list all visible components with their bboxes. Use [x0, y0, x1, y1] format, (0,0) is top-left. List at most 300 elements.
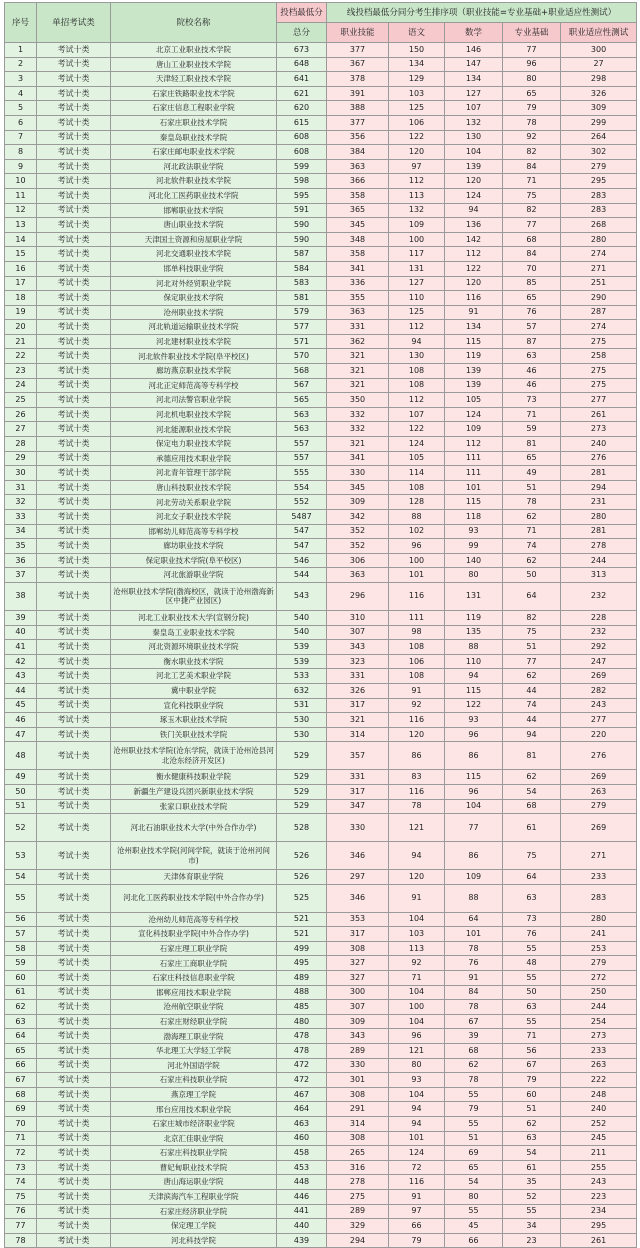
cell-math: 51: [445, 1131, 503, 1146]
cell-skill: 308: [327, 1087, 389, 1102]
cell-basics: 56: [503, 1044, 561, 1059]
cell-math: 112: [445, 247, 503, 262]
header-seq: 序号: [5, 3, 37, 43]
cell-basics: 79: [503, 101, 561, 116]
cell-skill: 366: [327, 174, 389, 189]
cell-seq: 77: [5, 1219, 37, 1234]
cell-chinese: 79: [389, 1233, 445, 1248]
cell-total: 583: [277, 276, 327, 291]
table-row: [5, 466, 637, 481]
cell-school: 石家庄职业技术学院: [111, 115, 277, 130]
cell-skill: 330: [327, 1058, 389, 1073]
cell-math: 130: [445, 130, 503, 145]
table-row: [5, 1044, 637, 1059]
cell-math: 39: [445, 1029, 503, 1044]
table-row: [5, 1189, 637, 1204]
cell-chinese: 94: [389, 842, 445, 870]
cell-math: 94: [445, 203, 503, 218]
cell-school: 邯郸职业技术学院: [111, 203, 277, 218]
header-skill: 职业技能: [327, 23, 389, 43]
cell-math: 91: [445, 305, 503, 320]
cell-math: 96: [445, 727, 503, 742]
cell-seq: 66: [5, 1058, 37, 1073]
cell-category: 考试十类: [37, 1000, 111, 1015]
cell-school: 河北对外经贸职业学院: [111, 276, 277, 291]
cell-skill: 384: [327, 145, 389, 160]
cell-seq: 75: [5, 1189, 37, 1204]
cell-skill: 352: [327, 524, 389, 539]
cell-basics: 52: [503, 1189, 561, 1204]
cell-math: 139: [445, 364, 503, 379]
cell-category: 考试十类: [37, 1073, 111, 1088]
cell-math: 104: [445, 145, 503, 160]
cell-seq: 6: [5, 115, 37, 130]
table-row: [5, 334, 637, 349]
cell-aptitude: 279: [561, 159, 637, 174]
cell-skill: 314: [327, 727, 389, 742]
cell-aptitude: 295: [561, 1219, 637, 1234]
cell-math: 111: [445, 451, 503, 466]
cell-aptitude: 248: [561, 1087, 637, 1102]
cell-skill: 321: [327, 349, 389, 364]
cell-chinese: 108: [389, 480, 445, 495]
cell-total: 621: [277, 86, 327, 101]
cell-seq: 60: [5, 971, 37, 986]
cell-skill: 278: [327, 1175, 389, 1190]
cell-aptitude: 244: [561, 553, 637, 568]
cell-chinese: 113: [389, 941, 445, 956]
cell-skill: 347: [327, 799, 389, 814]
table-row: [5, 799, 637, 814]
cell-category: 考试十类: [37, 870, 111, 885]
cell-total: 539: [277, 654, 327, 669]
cell-seq: 40: [5, 625, 37, 640]
cell-school: 天津国土资源和房屋职业学院: [111, 232, 277, 247]
table-row: [5, 232, 637, 247]
cell-aptitude: 274: [561, 247, 637, 262]
table-row: [5, 625, 637, 640]
cell-math: 127: [445, 86, 503, 101]
cell-category: 考试十类: [37, 842, 111, 870]
cell-aptitude: 233: [561, 1044, 637, 1059]
cell-skill: 275: [327, 1189, 389, 1204]
cell-math: 55: [445, 1087, 503, 1102]
cell-chinese: 111: [389, 610, 445, 625]
cell-aptitude: 300: [561, 43, 637, 58]
cell-seq: 63: [5, 1014, 37, 1029]
cell-school: 河北软件职业技术学院(阜平校区): [111, 349, 277, 364]
cell-school: 河北旅游职业学院: [111, 568, 277, 583]
cell-aptitude: 283: [561, 188, 637, 203]
cell-basics: 61: [503, 814, 561, 842]
table-row: [5, 770, 637, 785]
cell-seq: 34: [5, 524, 37, 539]
cell-total: 577: [277, 320, 327, 335]
cell-aptitude: 255: [561, 1160, 637, 1175]
cell-skill: 346: [327, 884, 389, 912]
cell-seq: 15: [5, 247, 37, 262]
cell-total: 552: [277, 495, 327, 510]
cell-basics: 51: [503, 1102, 561, 1117]
cell-skill: 326: [327, 683, 389, 698]
cell-basics: 87: [503, 334, 561, 349]
cell-math: 132: [445, 115, 503, 130]
cell-skill: 348: [327, 232, 389, 247]
cell-skill: 341: [327, 451, 389, 466]
cell-chinese: 124: [389, 1146, 445, 1161]
cell-basics: 75: [503, 842, 561, 870]
cell-chinese: 109: [389, 218, 445, 233]
cell-school: 新疆生产建设兵团兴新职业技术学院: [111, 784, 277, 799]
cell-chinese: 104: [389, 985, 445, 1000]
cell-school: 石家庄财经职业学院: [111, 1014, 277, 1029]
cell-seq: 58: [5, 941, 37, 956]
cell-category: 考试十类: [37, 1014, 111, 1029]
cell-category: 考试十类: [37, 1233, 111, 1248]
cell-school: 河北工艺美术职业学院: [111, 669, 277, 684]
cell-skill: 355: [327, 291, 389, 306]
cell-skill: 378: [327, 72, 389, 87]
cell-total: 488: [277, 985, 327, 1000]
table-row: [5, 247, 637, 262]
cell-math: 67: [445, 1014, 503, 1029]
cell-skill: 363: [327, 568, 389, 583]
cell-math: 62: [445, 1058, 503, 1073]
cell-chinese: 108: [389, 669, 445, 684]
cell-category: 考试十类: [37, 1058, 111, 1073]
cell-aptitude: 211: [561, 1146, 637, 1161]
cell-category: 考试十类: [37, 334, 111, 349]
cell-basics: 63: [503, 1000, 561, 1015]
cell-aptitude: 272: [561, 971, 637, 986]
table-row: [5, 57, 637, 72]
cell-category: 考试十类: [37, 393, 111, 408]
cell-category: 考试十类: [37, 1044, 111, 1059]
table-row: [5, 654, 637, 669]
cell-category: 考试十类: [37, 115, 111, 130]
cell-total: 608: [277, 145, 327, 160]
cell-school: 河北女子职业技术学院: [111, 510, 277, 525]
cell-total: 526: [277, 870, 327, 885]
cell-math: 91: [445, 971, 503, 986]
cell-math: 93: [445, 524, 503, 539]
cell-skill: 362: [327, 334, 389, 349]
cell-skill: 289: [327, 1044, 389, 1059]
table-row: [5, 683, 637, 698]
cell-school: 衡水健康科技职业学院: [111, 770, 277, 785]
table-row: [5, 188, 637, 203]
cell-category: 考试十类: [37, 378, 111, 393]
cell-skill: 301: [327, 1073, 389, 1088]
table-row: [5, 159, 637, 174]
cell-skill: 346: [327, 842, 389, 870]
cell-skill: 321: [327, 364, 389, 379]
table-row: [5, 1000, 637, 1015]
cell-total: 480: [277, 1014, 327, 1029]
cell-chinese: 112: [389, 174, 445, 189]
cell-seq: 39: [5, 610, 37, 625]
cell-category: 考试十类: [37, 1189, 111, 1204]
cell-chinese: 97: [389, 1204, 445, 1219]
cell-chinese: 100: [389, 553, 445, 568]
cell-skill: 377: [327, 43, 389, 58]
table-row: [5, 884, 637, 912]
cell-aptitude: 292: [561, 640, 637, 655]
cell-seq: 76: [5, 1204, 37, 1219]
table-row: [5, 1014, 637, 1029]
cell-basics: 62: [503, 553, 561, 568]
cell-basics: 85: [503, 276, 561, 291]
cell-total: 540: [277, 625, 327, 640]
cell-aptitude: 251: [561, 276, 637, 291]
table-row: [5, 941, 637, 956]
cell-category: 考试十类: [37, 927, 111, 942]
cell-aptitude: 280: [561, 912, 637, 927]
cell-chinese: 106: [389, 115, 445, 130]
cell-total: 472: [277, 1058, 327, 1073]
cell-aptitude: 295: [561, 174, 637, 189]
cell-skill: 330: [327, 466, 389, 481]
cell-chinese: 106: [389, 654, 445, 669]
cell-skill: 331: [327, 770, 389, 785]
cell-skill: 350: [327, 393, 389, 408]
cell-chinese: 94: [389, 1117, 445, 1132]
cell-aptitude: 273: [561, 1029, 637, 1044]
table-row: [5, 539, 637, 554]
cell-aptitude: 279: [561, 956, 637, 971]
table-row: [5, 669, 637, 684]
cell-chinese: 94: [389, 1102, 445, 1117]
table-row: [5, 927, 637, 942]
cell-school: 沧州航空职业学院: [111, 1000, 277, 1015]
cell-seq: 45: [5, 698, 37, 713]
cell-basics: 78: [503, 495, 561, 510]
cell-school: 河北软件职业技术学院: [111, 174, 277, 189]
cell-basics: 81: [503, 742, 561, 770]
cell-school: 河北建材职业技术学院: [111, 334, 277, 349]
cell-basics: 96: [503, 57, 561, 72]
cell-total: 565: [277, 393, 327, 408]
cell-skill: 377: [327, 115, 389, 130]
cell-school: 保定职业技术学院: [111, 291, 277, 306]
cell-basics: 63: [503, 349, 561, 364]
table-row: [5, 378, 637, 393]
cell-chinese: 100: [389, 1000, 445, 1015]
cell-basics: 35: [503, 1175, 561, 1190]
cell-aptitude: 274: [561, 320, 637, 335]
cell-math: 134: [445, 72, 503, 87]
cell-math: 80: [445, 1189, 503, 1204]
cell-seq: 72: [5, 1146, 37, 1161]
cell-basics: 82: [503, 203, 561, 218]
cell-school: 河北化工医药职业技术学院(中外合作办学): [111, 884, 277, 912]
table-row: [5, 985, 637, 1000]
cell-skill: 345: [327, 218, 389, 233]
cell-aptitude: 252: [561, 1117, 637, 1132]
cell-skill: 317: [327, 927, 389, 942]
cell-total: 528: [277, 814, 327, 842]
cell-math: 120: [445, 174, 503, 189]
cell-aptitude: 247: [561, 654, 637, 669]
cell-category: 考试十类: [37, 524, 111, 539]
cell-math: 122: [445, 261, 503, 276]
cell-seq: 1: [5, 43, 37, 58]
cell-basics: 54: [503, 784, 561, 799]
cell-skill: 316: [327, 1160, 389, 1175]
cell-school: 秦皇岛工业职业技术学院: [111, 625, 277, 640]
cell-math: 139: [445, 159, 503, 174]
cell-school: 河北化工医药职业技术学院: [111, 188, 277, 203]
cell-basics: 79: [503, 1073, 561, 1088]
cell-math: 86: [445, 842, 503, 870]
cell-total: 440: [277, 1219, 327, 1234]
cell-chinese: 121: [389, 1044, 445, 1059]
cell-math: 66: [445, 1233, 503, 1248]
cell-category: 考试十类: [37, 480, 111, 495]
cell-basics: 63: [503, 884, 561, 912]
cell-skill: 331: [327, 320, 389, 335]
cell-category: 考试十类: [37, 669, 111, 684]
cell-math: 64: [445, 912, 503, 927]
cell-chinese: 71: [389, 971, 445, 986]
cell-aptitude: 254: [561, 1014, 637, 1029]
cell-chinese: 110: [389, 291, 445, 306]
cell-category: 考试十类: [37, 1219, 111, 1234]
cell-aptitude: 283: [561, 203, 637, 218]
cell-school: 河北政法职业学院: [111, 159, 277, 174]
cell-chinese: 72: [389, 1160, 445, 1175]
cell-seq: 64: [5, 1029, 37, 1044]
cell-school: 河北资源环境职业技术学院: [111, 640, 277, 655]
cell-total: 554: [277, 480, 327, 495]
cell-math: 77: [445, 814, 503, 842]
cell-seq: 8: [5, 145, 37, 160]
cell-seq: 5: [5, 101, 37, 116]
cell-seq: 70: [5, 1117, 37, 1132]
cell-basics: 77: [503, 43, 561, 58]
cell-total: 590: [277, 218, 327, 233]
cell-seq: 33: [5, 510, 37, 525]
cell-school: 石家庄科技职业学院: [111, 1146, 277, 1161]
cell-skill: 309: [327, 495, 389, 510]
table-row: [5, 1029, 637, 1044]
cell-category: 考试十类: [37, 101, 111, 116]
cell-aptitude: 326: [561, 86, 637, 101]
cell-school: 唐山海运职业学院: [111, 1175, 277, 1190]
cell-total: 543: [277, 582, 327, 610]
cell-category: 考试十类: [37, 683, 111, 698]
cell-school: 邯郸幼儿师范高等专科学校: [111, 524, 277, 539]
cell-school: 曹妃甸职业技术学院: [111, 1160, 277, 1175]
table-row: [5, 510, 637, 525]
cell-school: 石家庄经济职业学院: [111, 1204, 277, 1219]
table-row: [5, 407, 637, 422]
cell-category: 考试十类: [37, 814, 111, 842]
cell-seq: 38: [5, 582, 37, 610]
cell-basics: 44: [503, 683, 561, 698]
cell-aptitude: 261: [561, 407, 637, 422]
cell-basics: 23: [503, 1233, 561, 1248]
cell-total: 567: [277, 378, 327, 393]
cell-skill: 345: [327, 480, 389, 495]
table-row: [5, 814, 637, 842]
cell-aptitude: 269: [561, 814, 637, 842]
cell-category: 考试十类: [37, 466, 111, 481]
cell-skill: 341: [327, 261, 389, 276]
header-chinese: 语文: [389, 23, 445, 43]
cell-basics: 77: [503, 218, 561, 233]
cell-total: 525: [277, 884, 327, 912]
cell-basics: 75: [503, 188, 561, 203]
cell-basics: 68: [503, 799, 561, 814]
cell-category: 考试十类: [37, 232, 111, 247]
cell-basics: 62: [503, 510, 561, 525]
cell-seq: 69: [5, 1102, 37, 1117]
cell-school: 天津轻工职业技术学院: [111, 72, 277, 87]
cell-chinese: 107: [389, 407, 445, 422]
cell-chinese: 80: [389, 1058, 445, 1073]
cell-school: 石家庄邮电职业技术学院: [111, 145, 277, 160]
cell-basics: 71: [503, 174, 561, 189]
cell-math: 104: [445, 799, 503, 814]
cell-chinese: 86: [389, 742, 445, 770]
cell-math: 76: [445, 956, 503, 971]
header-math: 数学: [445, 23, 503, 43]
cell-chinese: 125: [389, 101, 445, 116]
cell-total: 533: [277, 669, 327, 684]
cell-basics: 73: [503, 912, 561, 927]
cell-chinese: 78: [389, 799, 445, 814]
cell-total: 584: [277, 261, 327, 276]
cell-math: 99: [445, 539, 503, 554]
cell-seq: 11: [5, 188, 37, 203]
cell-chinese: 96: [389, 539, 445, 554]
cell-math: 124: [445, 188, 503, 203]
cell-seq: 10: [5, 174, 37, 189]
cell-seq: 49: [5, 770, 37, 785]
cell-math: 45: [445, 1219, 503, 1234]
cell-skill: 297: [327, 870, 389, 885]
table-row: [5, 1058, 637, 1073]
cell-basics: 71: [503, 524, 561, 539]
table-row: [5, 203, 637, 218]
cell-chinese: 83: [389, 770, 445, 785]
cell-category: 考试十类: [37, 261, 111, 276]
cell-school: 沧州职业技术学院(渤海校区，就读于沧州渤海新区中捷产业园区): [111, 582, 277, 610]
cell-skill: 331: [327, 669, 389, 684]
cell-total: 615: [277, 115, 327, 130]
cell-chinese: 116: [389, 713, 445, 728]
table-row: [5, 1233, 637, 1248]
cell-chinese: 100: [389, 232, 445, 247]
cell-seq: 24: [5, 378, 37, 393]
cell-school: 河北科技学院: [111, 1233, 277, 1248]
cell-category: 考试十类: [37, 912, 111, 927]
cell-school: 天津滨海汽车工程职业学院: [111, 1189, 277, 1204]
cell-math: 107: [445, 101, 503, 116]
cell-category: 考试十类: [37, 57, 111, 72]
cell-seq: 57: [5, 927, 37, 942]
cell-chinese: 91: [389, 683, 445, 698]
cell-math: 112: [445, 437, 503, 452]
cell-total: 587: [277, 247, 327, 262]
cell-school: 保定电力职业技术学院: [111, 437, 277, 452]
cell-math: 134: [445, 320, 503, 335]
cell-aptitude: 280: [561, 232, 637, 247]
table-row: [5, 218, 637, 233]
cell-aptitude: 222: [561, 1073, 637, 1088]
table-row: [5, 1087, 637, 1102]
